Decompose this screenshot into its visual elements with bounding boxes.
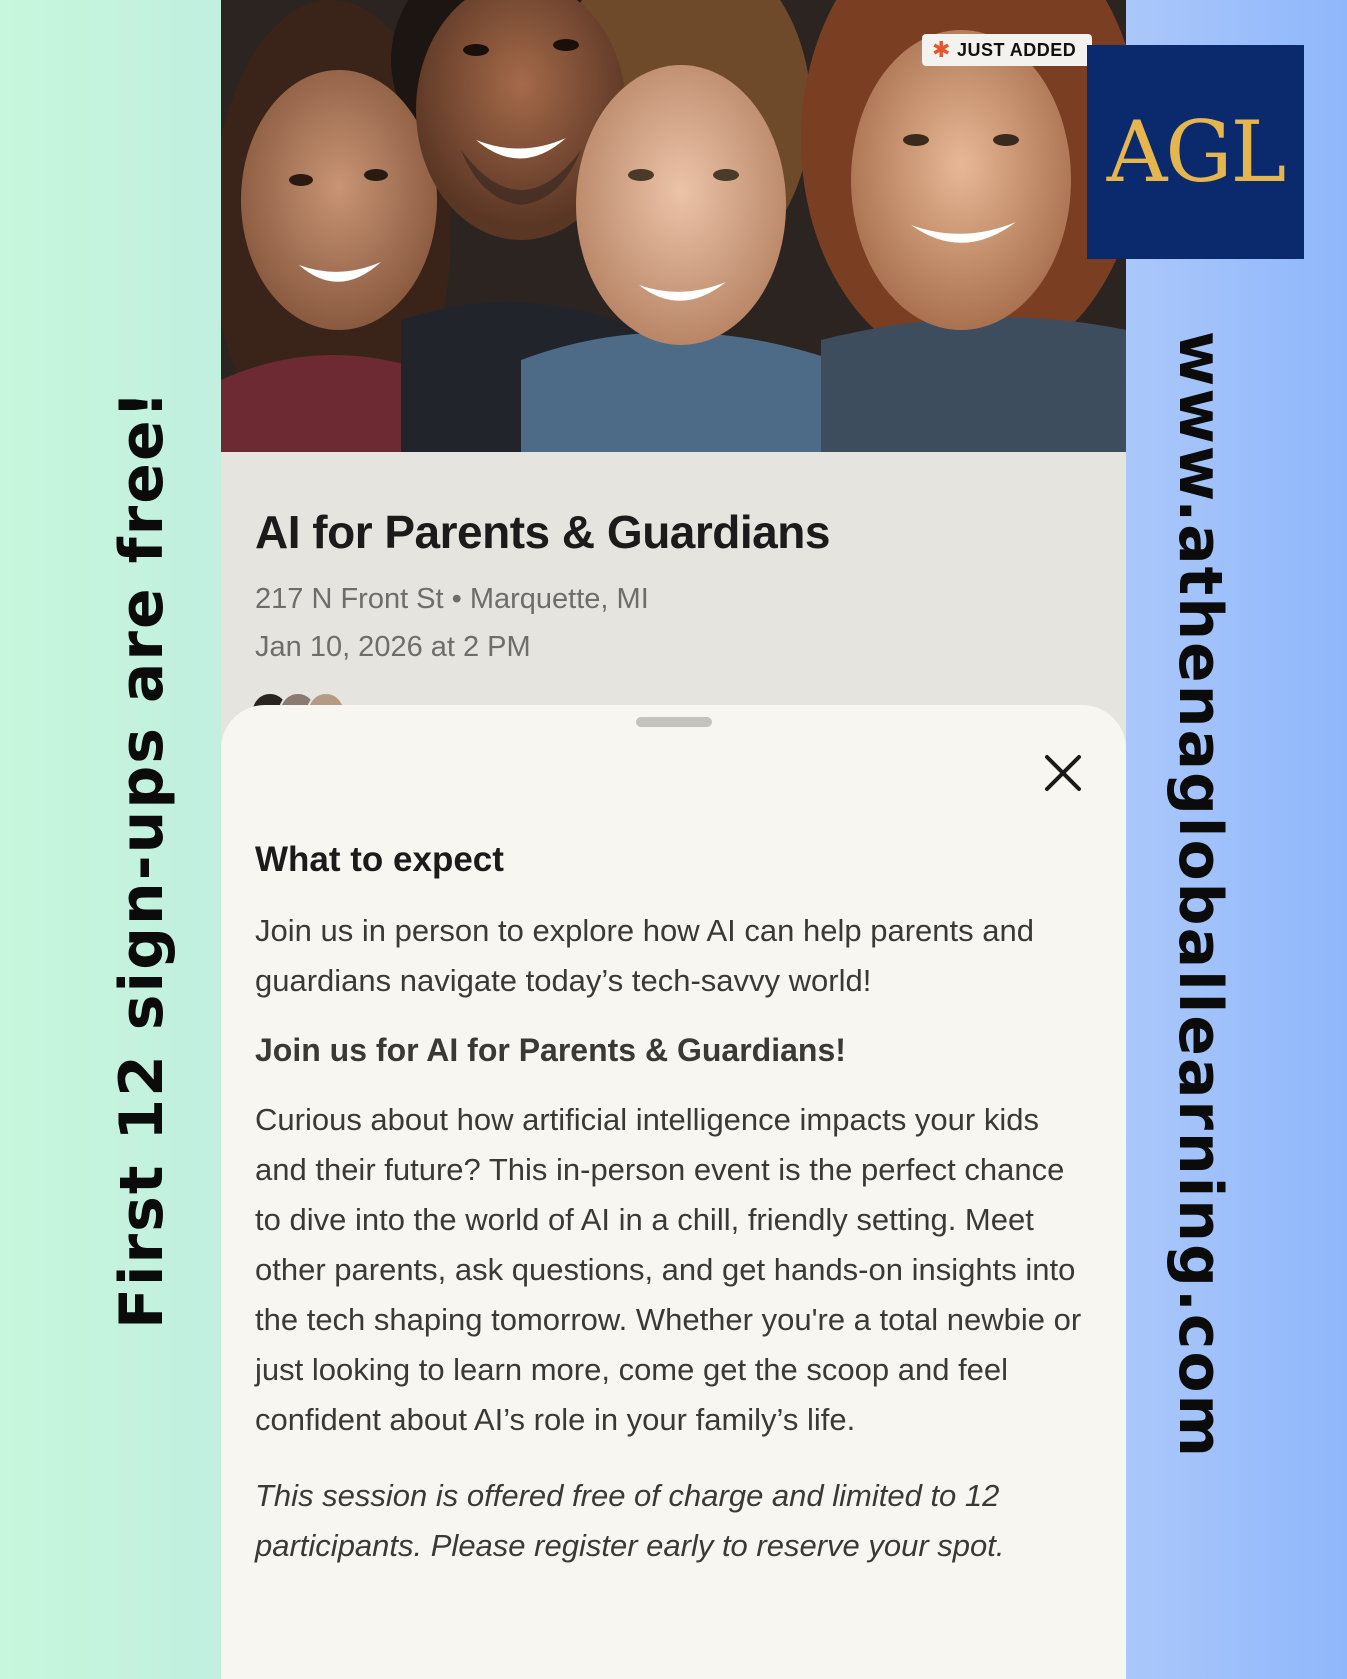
section-title: What to expect [255, 840, 504, 879]
sheet-content [255, 840, 1085, 1571]
sheet-drag-handle[interactable] [636, 717, 712, 727]
close-icon [1043, 753, 1083, 793]
event-photo [221, 0, 1126, 452]
details-sheet [221, 705, 1126, 1679]
family-photo-illustration [221, 0, 1126, 452]
event-title: AI for Parents & Guardians [255, 506, 830, 558]
event-datetime: Jan 10, 2026 at 2 PM [255, 631, 531, 663]
promo-banner-left: First 12 sign-ups are free! [107, 388, 177, 1330]
logo-text: AGL [1106, 103, 1285, 201]
event-screen [221, 0, 1126, 1679]
event-location[interactable]: 217 N Front St • Marquette, MI [255, 583, 649, 615]
registration-note: This session is offered free of charge and limited to 12 participants. Please register early to reserve your spot. [255, 1478, 1005, 1563]
agl-logo [1087, 45, 1304, 259]
intro-paragraph: Join us in person to explore how AI can help parents and guardians navigate today’s tech-savvy world! [255, 913, 1034, 998]
asterisk-icon: ✱ [932, 37, 951, 62]
badge-label: JUST ADDED [956, 39, 1077, 60]
close-button[interactable] [1041, 751, 1085, 795]
body-paragraph: Curious about how artificial intelligence impacts your kids and their future? This in-person event is the perfect chance to dive into the world of AI in a chill, friendly setting. Meet other parents, ask questions, and get hands-on insights into the tech shaping tomorrow. Whether you're a total newbie or just looking to learn more, come get the scoop and feel confident about AI’s role in your family’s life. [255, 1102, 1082, 1437]
just-added-badge [922, 34, 1092, 66]
event-info [255, 505, 830, 671]
promo-website: www.athenagloballearning.com [1165, 330, 1235, 1460]
subheading: Join us for AI for Parents & Guardians! [255, 1032, 846, 1068]
